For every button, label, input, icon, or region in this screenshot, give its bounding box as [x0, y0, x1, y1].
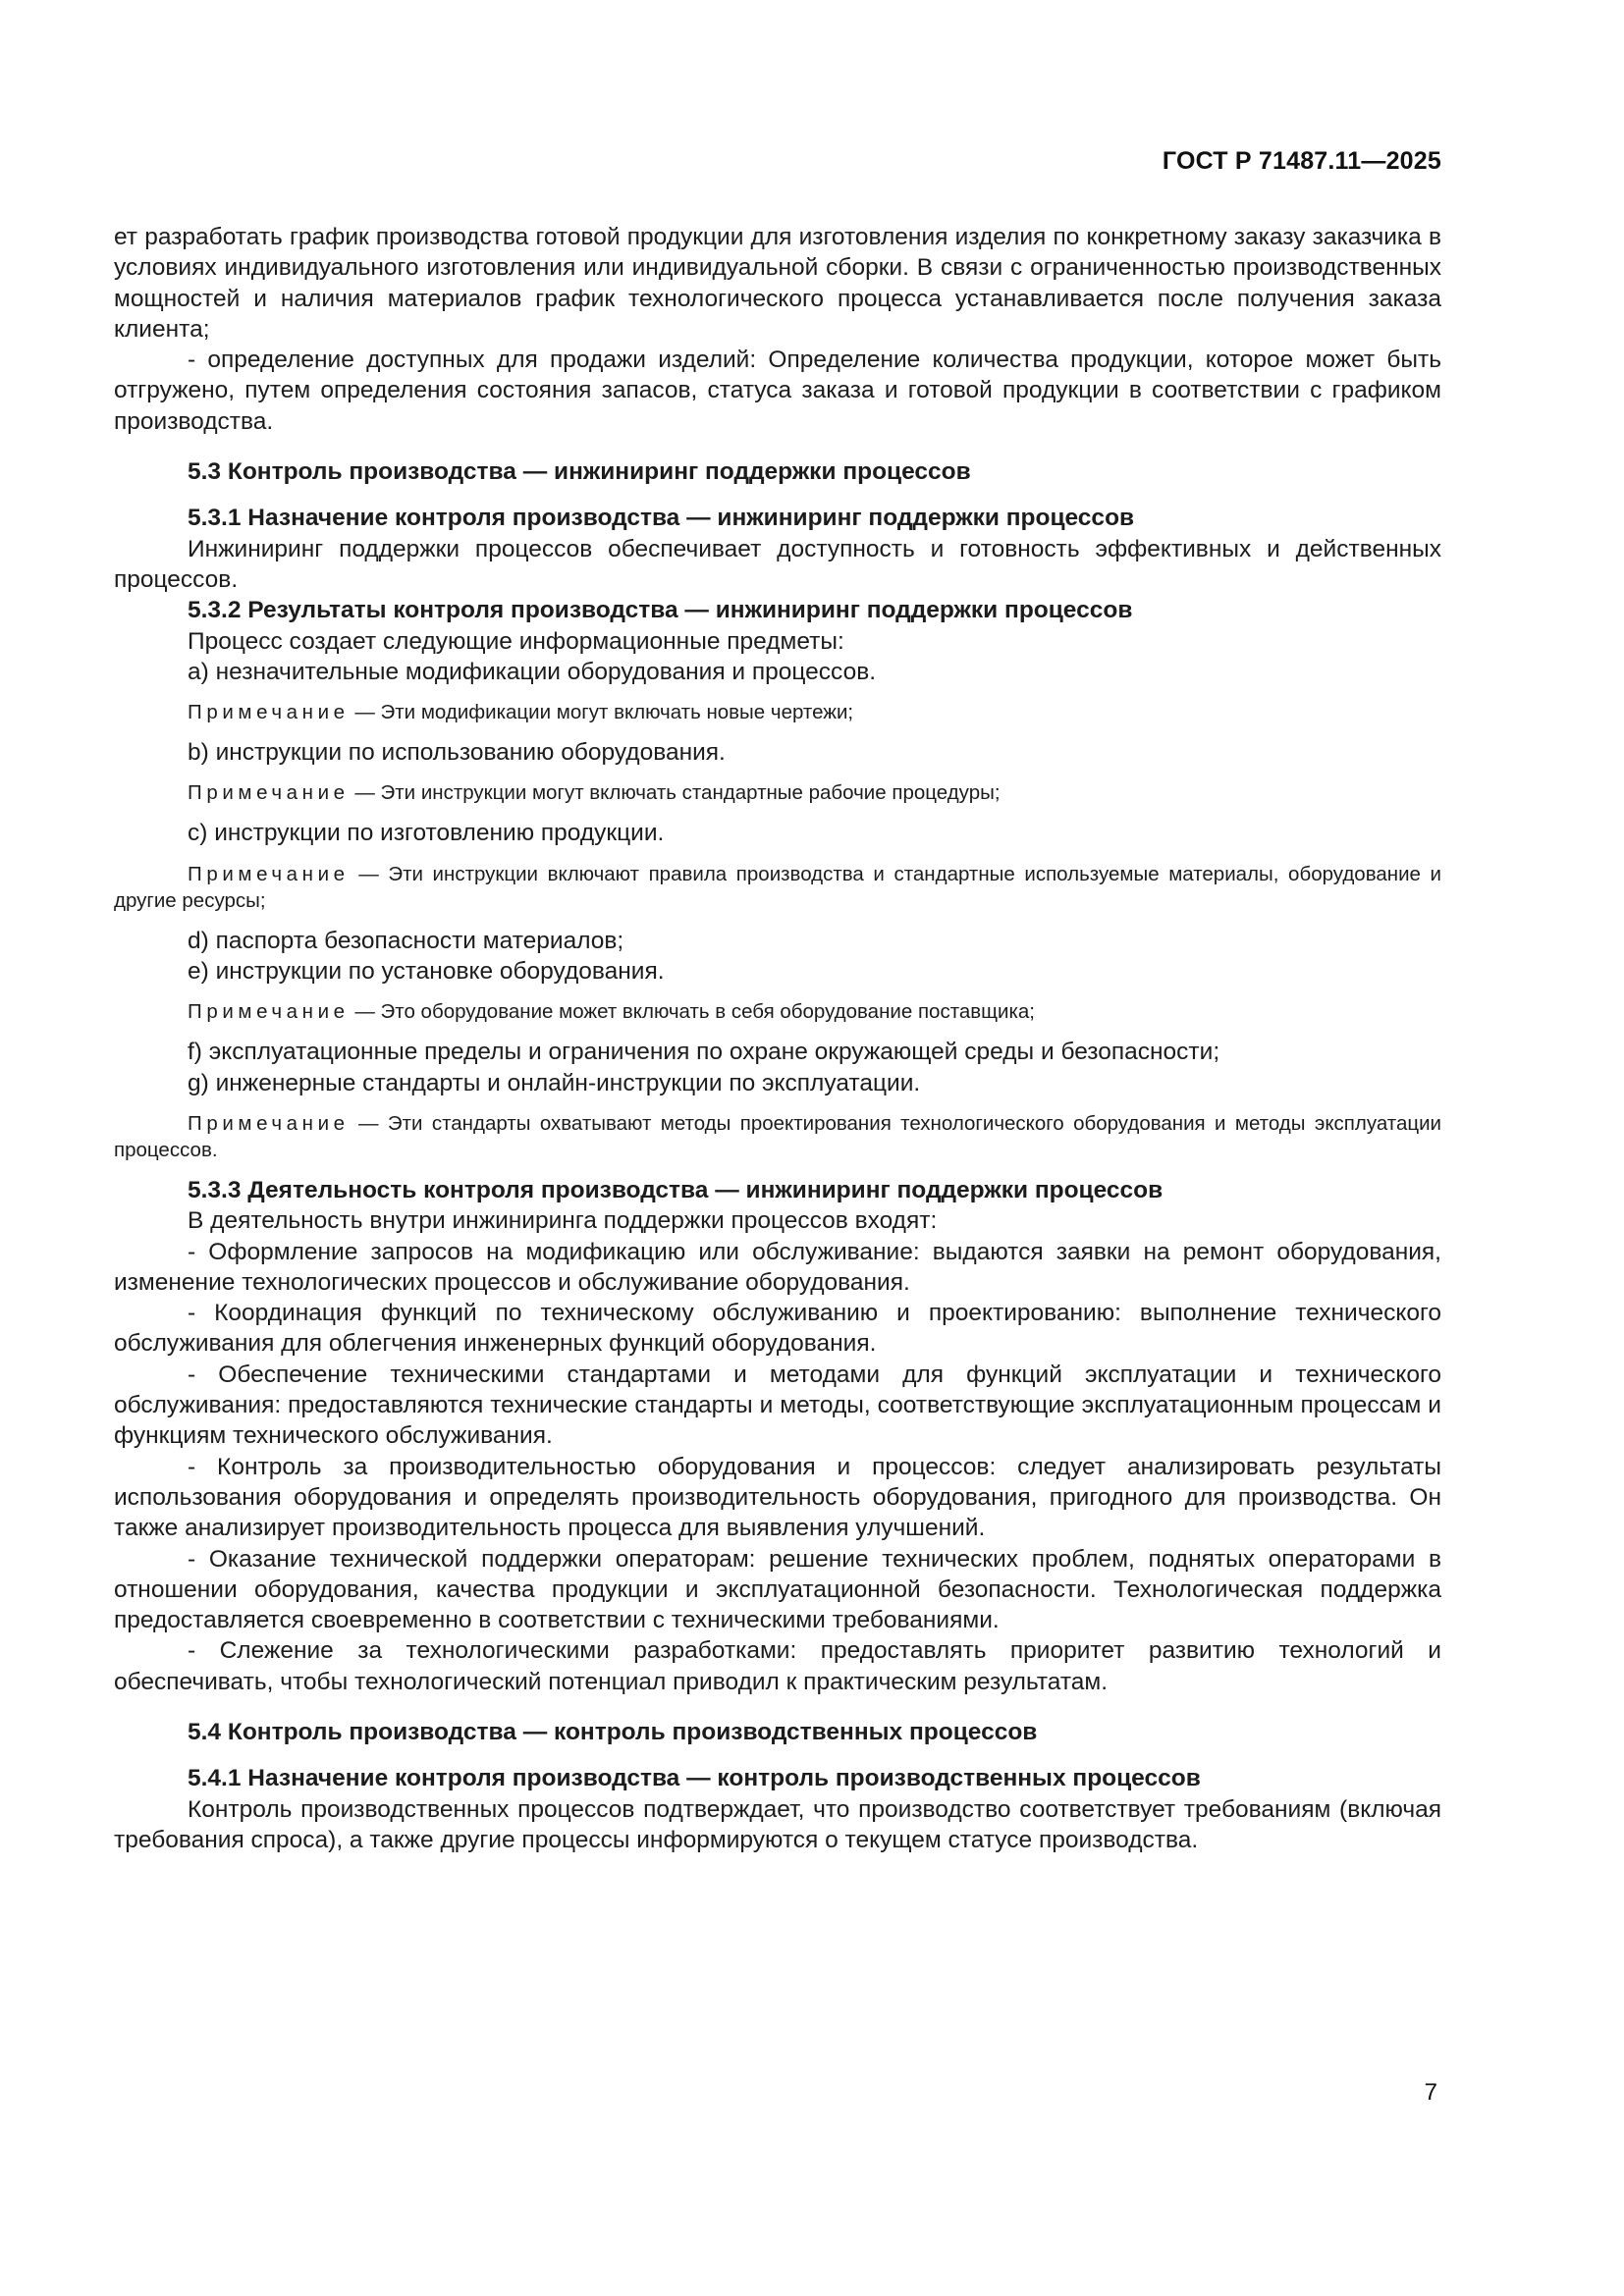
note-text: — Эти модификации могут включать новые чертежи; — [354, 701, 854, 724]
list-item-c: c) инструкции по изготовлению продукции. — [188, 820, 665, 847]
note-label: Примечание — [188, 1111, 350, 1135]
bullet-item: - Оказание технической поддержки операторам: решение технических проблем, поднятых операторами в отношении оборудования, качества продукции и эксплуатационной безопасности. Технологическая поддержка предоставляется своевременно в соответствии с техническими требованиями. — [114, 1545, 1441, 1634]
continued-paragraph: ет разработать график производства готовой продукции для изготовления изделия по конкретному заказу заказчика в условиях индивидуального изготовления или индивидуальной сборки. В связи с ограниченностью производственных мощностей и наличия материалов график технологического процесса устанавливается после получения заказа клиента; — [114, 224, 1441, 343]
paragraph: В деятельность внутри инжиниринга поддержки процессов входят: — [188, 1207, 938, 1235]
list-item-e: e) инструкции по установке оборудования. — [188, 958, 665, 986]
note — [114, 861, 1441, 914]
note-text: — Эти инструкции могут включать стандартные рабочие процедуры; — [354, 781, 1001, 805]
paragraph: Процесс создает следующие информационные предметы: — [188, 627, 844, 655]
page-number: 7 — [1424, 2079, 1437, 2106]
subsection-heading-5-3-1: 5.3.1 Назначение контроля производства — инжиниринг поддержки процессов — [188, 505, 1135, 532]
subsection-heading-5-4-1: 5.4.1 Назначение контроля производства — контроль производственных процессов — [188, 1765, 1201, 1792]
note — [114, 998, 1441, 1025]
section-heading-5-3: 5.3 Контроль производства — инжиниринг поддержки процессов — [188, 458, 971, 486]
list-item-b: b) инструкции по использованию оборудования. — [188, 739, 726, 767]
note-label: Примечание — [188, 701, 350, 724]
standard-designation: ГОСТ Р 71487.11—2025 — [1162, 147, 1441, 175]
list-item-f: f) эксплуатационные пределы и ограничения по охране окружающей среды и безопасности; — [188, 1039, 1220, 1066]
bullet-item: - Оформление запросов на модификацию или обслуживание: выдаются заявки на ремонт оборудования, изменение технологических процессов и обслуживание оборудования. — [114, 1238, 1441, 1296]
paragraph: Контроль производственных процессов подтверждает, что производство соответствует требованиям (включая требования спроса), а также другие процессы информируются о текущем статусе производства. — [114, 1795, 1441, 1853]
page-body — [114, 222, 1441, 1855]
note-label: Примечание — [188, 781, 350, 805]
bullet-item: - Координация функций по техническому обслуживанию и проектированию: выполнение технического обслуживания для облегчения инженерных функций оборудования. — [114, 1300, 1441, 1358]
note-label: Примечание — [188, 862, 350, 885]
list-item-d: d) паспорта безопасности материалов; — [188, 927, 624, 954]
bullet-item: - Обеспечение техническими стандартами и методами для функций эксплуатации и технического обслуживания: предоставляются технические стандарты и методы, соответствующие эксплуатационным процессам и функциям технического обслуживания. — [114, 1361, 1441, 1450]
subsection-heading-5-3-3: 5.3.3 Деятельность контроля производства — инжиниринг поддержки процессов — [188, 1176, 1164, 1203]
note-label: Примечание — [188, 1000, 350, 1024]
paragraph: Инжиниринг поддержки процессов обеспечивает доступность и готовность эффективных и действенных процессов. — [114, 535, 1441, 593]
subsection-heading-5-3-2: 5.3.2 Результаты контроля производства — инжиниринг поддержки процессов — [188, 597, 1133, 624]
note-text: — Это оборудование может включать в себя оборудование поставщика; — [354, 1000, 1035, 1024]
note-text: — Эти инструкции включают правила производства и стандартные используемые материалы, оборудование и другие ресурсы; — [114, 862, 1441, 912]
note — [114, 779, 1441, 806]
section-heading-5-4: 5.4 Контроль производства — контроль производственных процессов — [188, 1718, 1038, 1745]
note-text: — Эти стандарты охватывают методы проектирования технологического оборудования и методы эксплуатации процессов. — [114, 1111, 1442, 1161]
bullet-item: - Контроль за производительностью оборудования и процессов: следует анализировать результаты использования оборудования и определять производительность оборудования, пригодного для производства. Он также анализирует производительность процесса для выявления улучшений. — [114, 1453, 1441, 1542]
list-paragraph: - определение доступных для продажи изделий: Определение количества продукции, которое может быть отгружено, путем определения состояния запасов, статуса заказа и готовой продукции в соответствии с графиком производства. — [114, 347, 1441, 435]
note — [114, 699, 1441, 725]
list-item-g: g) инженерные стандарты и онлайн-инструкции по эксплуатации. — [188, 1069, 921, 1096]
note — [114, 1110, 1441, 1163]
list-item-a: a) незначительные модификации оборудования и процессов. — [188, 658, 877, 685]
bullet-item: - Слежение за технологическими разработками: предоставлять приоритет развитию технологий и обеспечивать, чтобы технологический потенциал приводил к практическим результатам. — [114, 1637, 1441, 1695]
